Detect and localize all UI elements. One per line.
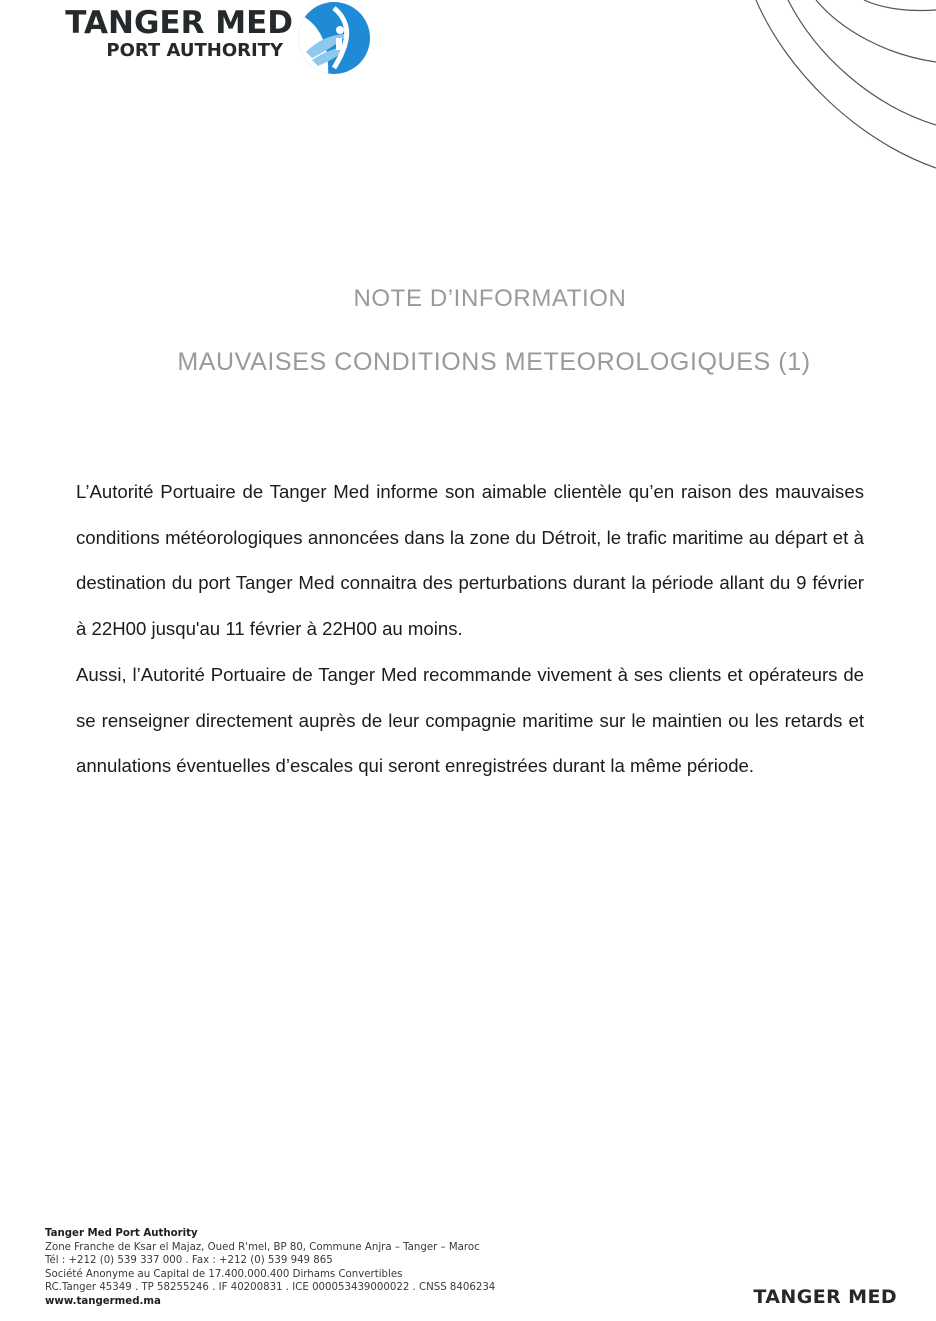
footer-company: Tanger Med Port Authority — [45, 1228, 198, 1239]
footer-phone: Tél : +212 (0) 539 337 000 . Fax : +212 (0) 539 949 865 — [45, 1255, 333, 1267]
brand-subtitle: PORT AUTHORITY — [106, 40, 283, 61]
note-subject: MAUVAISES CONDITIONS METEOROLOGIQUES (1) — [177, 348, 811, 376]
note-title: NOTE D’INFORMATION — [353, 285, 627, 312]
brand-wordmark — [33, 6, 293, 62]
footer-capital: Société Anonyme au Capital de 17.400.000.400 Dirhams Convertibles — [45, 1268, 403, 1280]
note-body — [76, 469, 864, 789]
footer — [45, 1227, 905, 1309]
footer-registry: RC.Tanger 45349 . TP 58255246 . IF 40200831 . ICE 000053439000022 . CNSS 8406234 — [45, 1282, 496, 1294]
letterhead — [0, 0, 936, 180]
footer-brand: TANGER MED — [753, 1286, 897, 1308]
decorative-arcs — [746, 0, 936, 180]
brand-name: TANGER MED — [65, 5, 293, 41]
footer-address: Zone Franche de Ksar el Majaz, Oued R'mel, BP 80, Commune Anjra – Tanger – Maroc — [45, 1241, 480, 1253]
footer-website-link[interactable]: www.tangermed.ma — [45, 1295, 161, 1307]
tanger-med-globe-logo-icon — [288, 0, 372, 85]
paragraph-2: Aussi, l’Autorité Portuaire de Tanger Med recommande vivement à ses clients et opérateurs de se renseigner directement auprès de leur compagnie maritime sur le maintien ou les retards et annulations éventuelles d’escales qui seront enregistrées durant la même période. — [76, 663, 864, 777]
paragraph-1: L’Autorité Portuaire de Tanger Med informe son aimable clientèle qu’en raison des mauvaises conditions météorologiques annoncées dans la zone du Détroit, le trafic maritime au départ et à destination du port Tanger Med connaitra des perturbations durant la période allant du 9 février à 22H00 jusqu'au 11 février à 22H00 au moins. — [76, 481, 864, 640]
